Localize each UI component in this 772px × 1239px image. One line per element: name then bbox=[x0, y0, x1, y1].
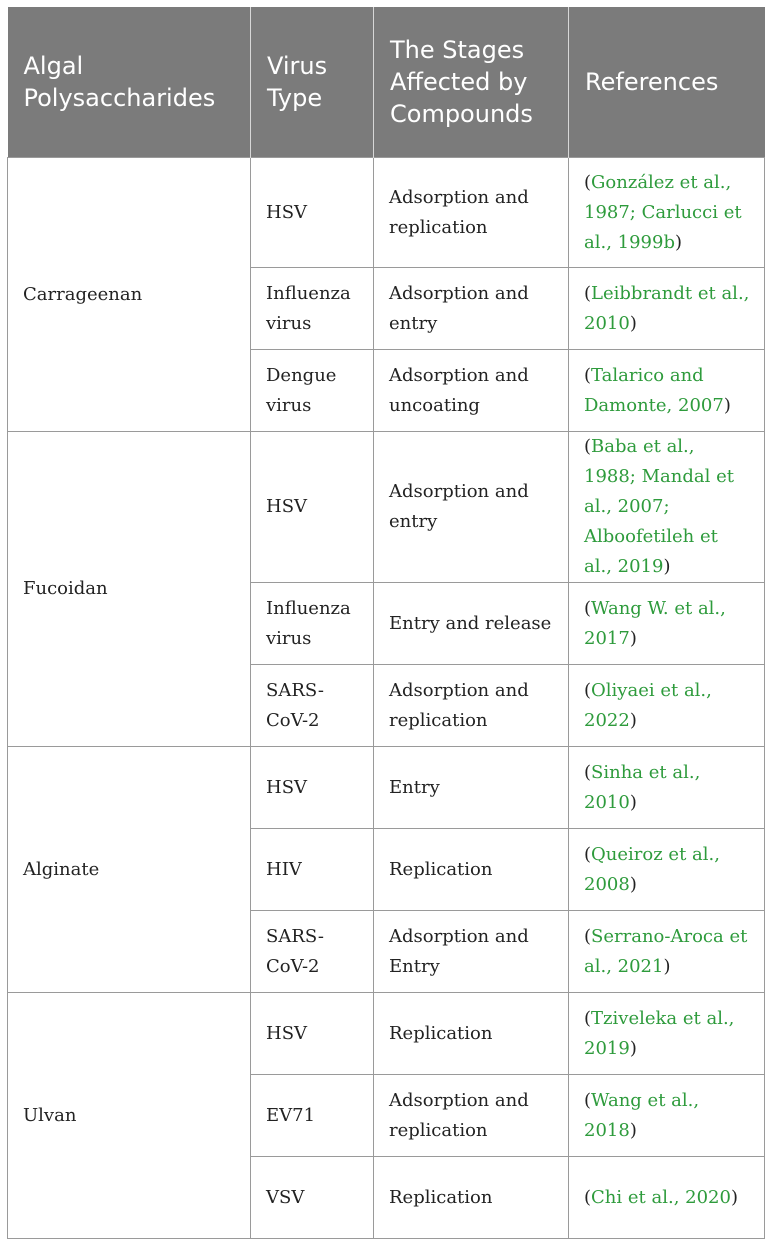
close-paren: ) bbox=[629, 873, 637, 895]
reference-link[interactable]: Talarico and Damonte, 2007 bbox=[584, 364, 724, 416]
virus-type-cell: HSV bbox=[251, 432, 374, 583]
virus-type-cell: SARS-CoV-2 bbox=[251, 911, 374, 993]
close-paren: ) bbox=[723, 394, 731, 416]
stage-cell: Adsorption and replication bbox=[374, 158, 569, 268]
reference-cell bbox=[569, 350, 765, 432]
stage-cell: Adsorption and Entry bbox=[374, 911, 569, 993]
open-paren: ( bbox=[584, 761, 592, 783]
open-paren: ( bbox=[584, 1007, 592, 1029]
virus-type-cell: SARS-CoV-2 bbox=[251, 665, 374, 747]
reference-cell bbox=[569, 829, 765, 911]
reference-cell bbox=[569, 911, 765, 993]
close-paren: ) bbox=[663, 955, 671, 977]
reference-cell bbox=[569, 993, 765, 1075]
header-stages-affected: The Stages Affected by Compounds bbox=[374, 7, 569, 158]
polysaccharide-antiviral-table bbox=[7, 7, 765, 1239]
reference-cell bbox=[569, 1075, 765, 1157]
stage-cell: Replication bbox=[374, 1157, 569, 1239]
reference-cell bbox=[569, 158, 765, 268]
stage-cell: Replication bbox=[374, 993, 569, 1075]
virus-type-cell: Influenza virus bbox=[251, 583, 374, 665]
virus-type-cell: Dengue virus bbox=[251, 350, 374, 432]
reference-link[interactable]: Tziveleka et al., 2019 bbox=[584, 1007, 735, 1059]
reference-cell bbox=[569, 268, 765, 350]
polysaccharide-name-cell: Carrageenan bbox=[8, 158, 251, 432]
table-row bbox=[8, 993, 765, 1075]
virus-type-cell: VSV bbox=[251, 1157, 374, 1239]
close-paren: ) bbox=[730, 1186, 738, 1208]
stage-cell: Replication bbox=[374, 829, 569, 911]
reference-link[interactable]: Leibbrandt et al., 2010 bbox=[584, 282, 750, 334]
virus-type-cell: HSV bbox=[251, 747, 374, 829]
open-paren: ( bbox=[584, 1089, 592, 1111]
open-paren: ( bbox=[584, 597, 592, 619]
reference-cell bbox=[569, 432, 765, 583]
reference-link[interactable]: Wang et al., 2018 bbox=[584, 1089, 700, 1141]
stage-cell: Adsorption and replication bbox=[374, 1075, 569, 1157]
close-paren: ) bbox=[674, 231, 683, 253]
reference-link[interactable]: Sinha et al., 2010 bbox=[584, 761, 701, 813]
open-paren: ( bbox=[584, 1186, 592, 1208]
open-paren: ( bbox=[584, 171, 592, 193]
stage-cell: Adsorption and entry bbox=[374, 432, 569, 583]
close-paren: ) bbox=[629, 1037, 637, 1059]
open-paren: ( bbox=[584, 843, 592, 865]
polysaccharide-name-cell: Ulvan bbox=[8, 993, 251, 1239]
header-virus-type: Virus Type bbox=[251, 7, 374, 158]
reference-link[interactable]: Baba et al., 1988; Mandal et al., 2007; Alboofetileh et al., 2019 bbox=[584, 436, 734, 577]
reference-link[interactable]: González et al., 1987; Carlucci et al., 1999b bbox=[584, 171, 742, 253]
header-references: References bbox=[569, 7, 765, 158]
reference-link[interactable]: Wang W. et al., 2017 bbox=[584, 597, 726, 649]
header-algal-polysaccharides: Algal Polysaccharides bbox=[8, 7, 251, 158]
virus-type-cell: HIV bbox=[251, 829, 374, 911]
reference-link[interactable]: Oliyaei et al., 2022 bbox=[584, 679, 712, 731]
polysaccharide-name-cell: Alginate bbox=[8, 747, 251, 993]
close-paren: ) bbox=[629, 627, 637, 649]
close-paren: ) bbox=[629, 791, 637, 813]
open-paren: ( bbox=[584, 679, 592, 701]
reference-link[interactable]: Serrano-Aroca et al., 2021 bbox=[584, 925, 748, 977]
virus-type-cell: Influenza virus bbox=[251, 268, 374, 350]
virus-type-cell: HSV bbox=[251, 158, 374, 268]
stage-cell: Adsorption and uncoating bbox=[374, 350, 569, 432]
header-row bbox=[8, 7, 765, 158]
open-paren: ( bbox=[584, 364, 592, 386]
close-paren: ) bbox=[629, 312, 637, 334]
table-row bbox=[8, 747, 765, 829]
stage-cell: Adsorption and entry bbox=[374, 268, 569, 350]
stage-cell: Entry and release bbox=[374, 583, 569, 665]
close-paren: ) bbox=[629, 709, 637, 731]
reference-link[interactable]: Chi et al., 2020 bbox=[591, 1186, 731, 1208]
reference-cell bbox=[569, 1157, 765, 1239]
table-row bbox=[8, 432, 765, 583]
reference-link[interactable]: Queiroz et al., 2008 bbox=[584, 843, 720, 895]
reference-cell bbox=[569, 583, 765, 665]
virus-type-cell: HSV bbox=[251, 993, 374, 1075]
open-paren: ( bbox=[584, 436, 592, 457]
polysaccharide-name-cell: Fucoidan bbox=[8, 432, 251, 747]
reference-cell bbox=[569, 665, 765, 747]
table-body bbox=[8, 158, 765, 1239]
open-paren: ( bbox=[584, 282, 592, 304]
stage-cell: Adsorption and replication bbox=[374, 665, 569, 747]
reference-cell bbox=[569, 747, 765, 829]
open-paren: ( bbox=[584, 925, 592, 947]
stage-cell: Entry bbox=[374, 747, 569, 829]
close-paren: ) bbox=[663, 556, 671, 577]
table-row bbox=[8, 158, 765, 268]
close-paren: ) bbox=[629, 1119, 637, 1141]
virus-type-cell: EV71 bbox=[251, 1075, 374, 1157]
